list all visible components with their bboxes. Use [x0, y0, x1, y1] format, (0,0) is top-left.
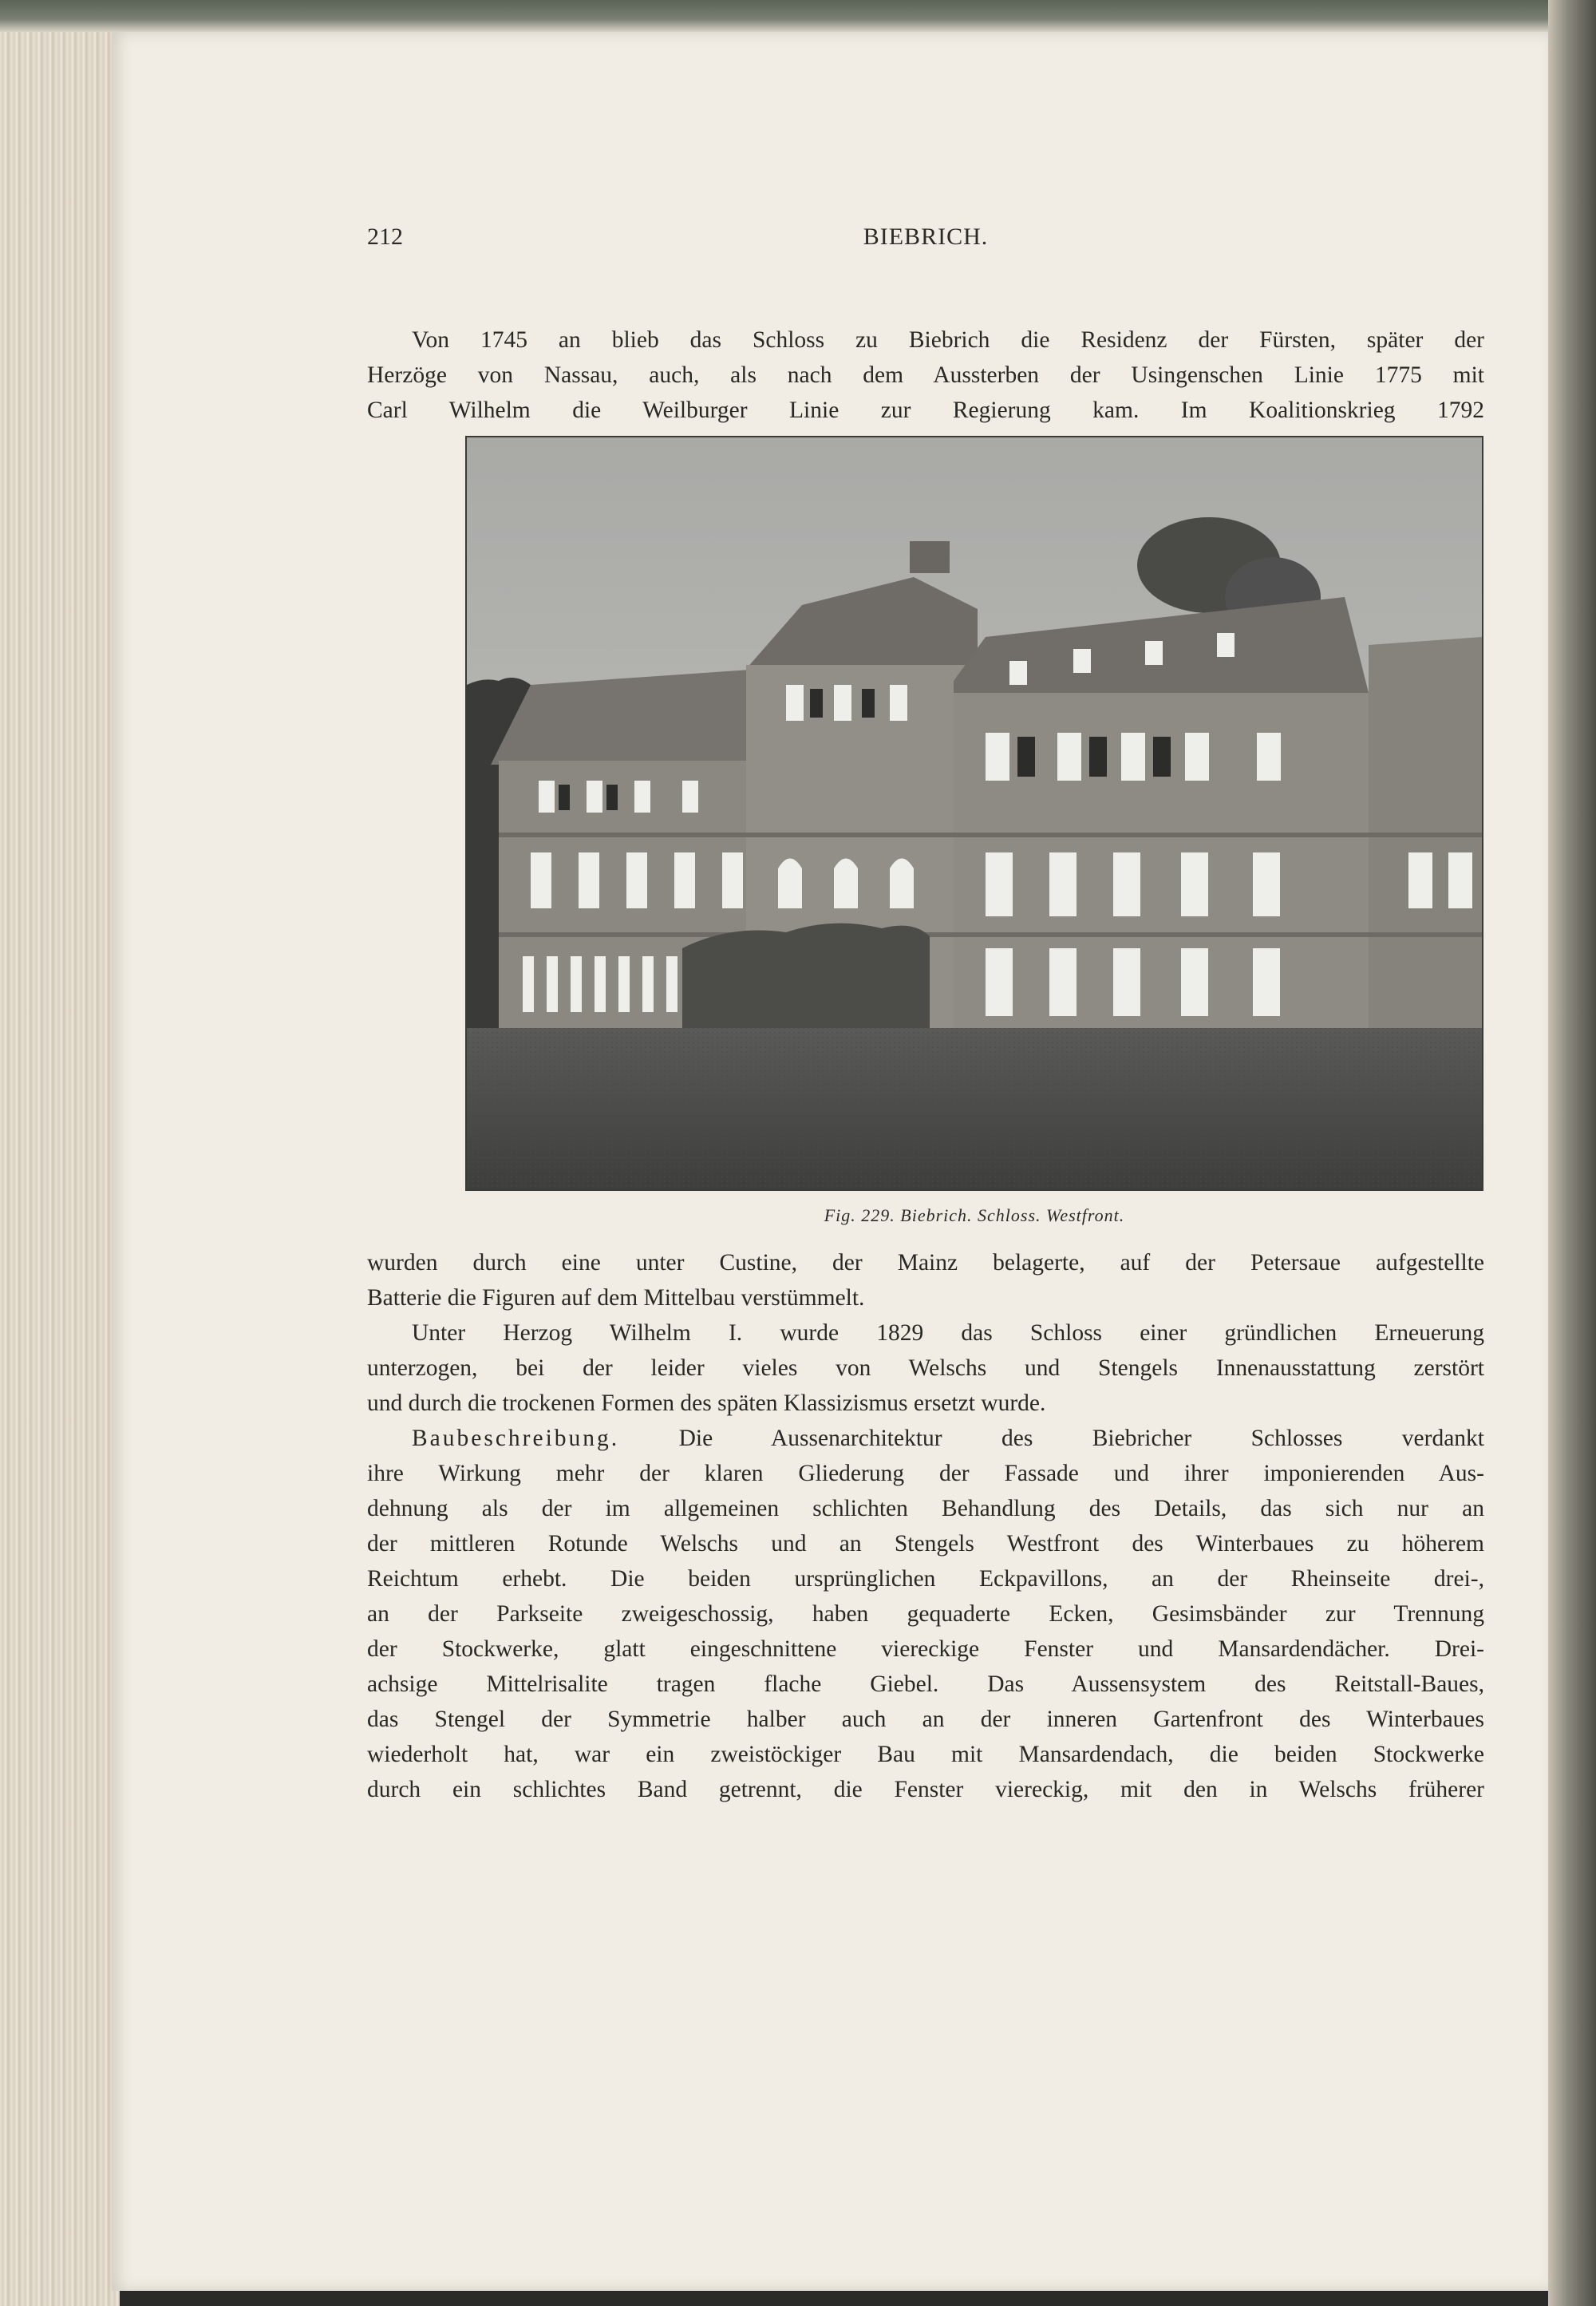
text-fragment: Die Aussenarchitektur des Biebricher Schlosses verdankt — [678, 1426, 1485, 1451]
text-line: wiederholt hat, war ein zweistöckiger Bau mit Mansardendach, die beiden Stockwerke — [367, 1742, 1484, 1767]
text-line: wurden durch eine unter Custine, der Mainz belagerte, auf der Petersaue aufgestellte — [367, 1250, 1484, 1276]
text-line: Reichtum erhebt. Die beiden ursprünglichen Eckpavillons, an der Rheinseite drei-, — [367, 1566, 1484, 1592]
text-line: ihre Wirkung mehr der klaren Gliederung der Fassade und ihrer imponierenden Aus- — [367, 1461, 1484, 1486]
text-line: Herzöge von Nassau, auch, als nach dem Aussterben der Usingenschen Linie 1775 mit — [367, 362, 1484, 388]
text-line: das Stengel der Symmetrie halber auch an der inneren Gartenfront des Winterbaues — [367, 1707, 1484, 1732]
book-spine-shadow — [1548, 0, 1596, 2306]
figure-caption: Fig. 229. Biebrich. Schloss. Westfront. — [824, 1205, 1125, 1225]
text-line: dehnung als der im allgemeinen schlichten Behandlung des Details, das sich nur an — [367, 1496, 1484, 1521]
text-line — [367, 1421, 1484, 1456]
section-lead: Baubeschreibung. — [412, 1426, 620, 1451]
paragraph-1 — [367, 322, 1484, 428]
text-line: der mittleren Rotunde Welschs und an Stengels Westfront des Winterbaues zu höherem — [367, 1531, 1484, 1556]
text-line: achsige Mittelrisalite tragen flache Giebel. Das Aussensystem des Reitstall-Baues, — [367, 1671, 1484, 1697]
book-top-edge — [0, 0, 1596, 32]
text-line: Batterie die Figuren auf dem Mittelbau verstümmelt. — [367, 1285, 865, 1311]
text-line: der Stockwerke, glatt eingeschnittene viereckige Fenster und Mansardendächer. Drei- — [367, 1636, 1484, 1662]
running-header — [367, 223, 1484, 255]
castle-photograph — [465, 436, 1483, 1191]
text-line: und durch die trockenen Formen des späten Klassizismus ersetzt wurde. — [367, 1390, 1046, 1416]
text-line: an der Parkseite zweigeschossig, haben gequaderte Ecken, Gesimsbänder zur Trennung — [367, 1601, 1484, 1627]
running-title: BIEBRICH. — [863, 223, 989, 250]
paragraph-2 — [367, 1245, 1484, 1315]
paragraph-3 — [367, 1315, 1484, 1421]
text-line: Carl Wilhelm die Weilburger Linie zur Regierung kam. Im Koalitionskrieg 1792 — [367, 398, 1484, 423]
text-line: Von 1745 an blieb das Schloss zu Biebrich die Residenz der Fürsten, später der — [412, 327, 1484, 353]
paragraph-4 — [367, 1421, 1484, 1807]
text-line: Unter Herzog Wilhelm I. wurde 1829 das Schloss einer gründlichen Erneuerung — [412, 1320, 1484, 1346]
text-line: durch ein schlichtes Band getrennt, die Fenster viereckig, mit den in Welschs früherer — [367, 1777, 1484, 1802]
page-number: 212 — [367, 223, 403, 250]
text-line: unterzogen, bei der leider vieles von Welschs und Stengels Innenausstattung zerstört — [367, 1355, 1484, 1381]
book-page-edges — [0, 0, 120, 2306]
